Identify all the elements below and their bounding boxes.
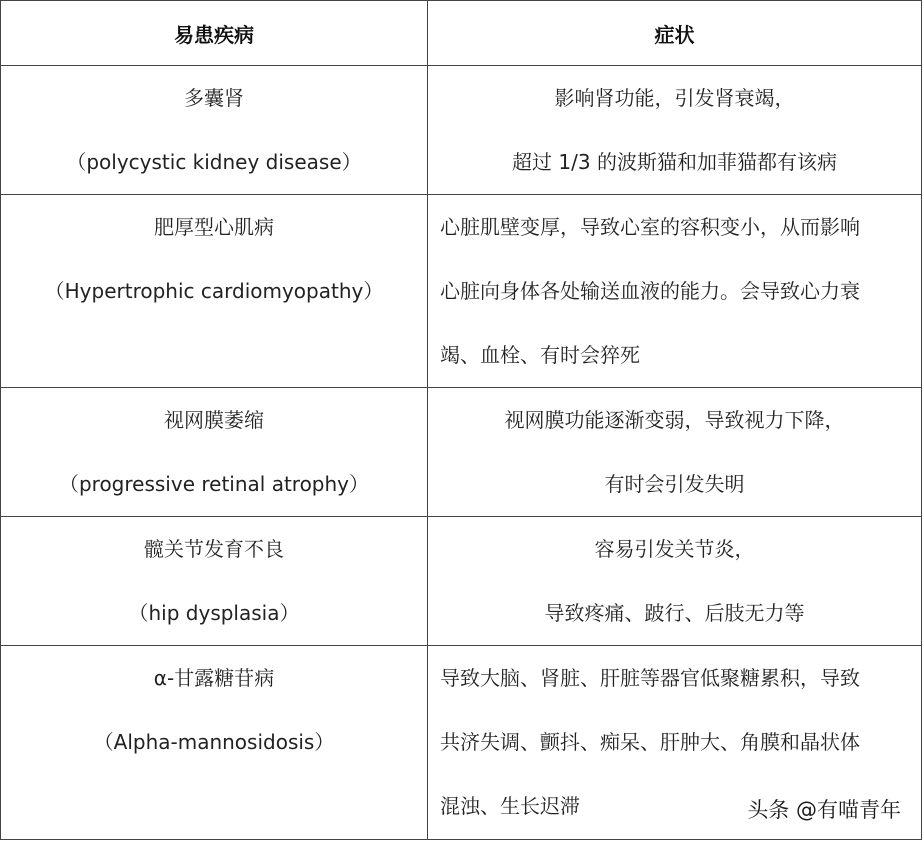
watermark: 头条 @有喵青年 bbox=[747, 798, 901, 822]
symptom-line: 共济失调、颤抖、痴呆、肝肿大、角膜和晶状体 bbox=[440, 730, 860, 754]
table-row bbox=[1, 195, 922, 388]
disease-cell bbox=[1, 388, 428, 517]
disease-cell bbox=[1, 66, 428, 195]
disease-name-cn: 视网膜萎缩 bbox=[164, 408, 264, 432]
disease-name-en: （progressive retinal atrophy） bbox=[58, 472, 370, 496]
symptom-line: 有时会引发失明 bbox=[604, 472, 745, 496]
symptom-line: 心脏肌壁变厚，导致心室的容积变小，从而影响 bbox=[440, 215, 860, 239]
symptom-cell bbox=[428, 66, 922, 195]
disease-name-cn: α-甘露糖苷病 bbox=[153, 666, 275, 690]
symptom-line: 心脏向身体各处输送血液的能力。会导致心力衰 bbox=[440, 279, 860, 303]
table-row bbox=[1, 66, 922, 195]
disease-cell bbox=[1, 517, 428, 646]
symptom-line: 导致大脑、肾脏、肝脏等器官低聚糖累积，导致 bbox=[440, 666, 860, 690]
symptom-line: 导致疼痛、跛行、后肢无力等 bbox=[544, 601, 805, 625]
header-symptom: 症状 bbox=[428, 1, 922, 66]
header-disease: 易患疾病 bbox=[1, 1, 428, 66]
symptom-line: 混浊、生长迟滞 bbox=[440, 794, 580, 818]
disease-name-en: （polycystic kidney disease） bbox=[66, 150, 362, 174]
symptom-cell bbox=[428, 388, 922, 517]
symptom-cell bbox=[428, 517, 922, 646]
symptom-cell bbox=[428, 195, 922, 388]
symptom-line: 容易引发关节炎， bbox=[594, 537, 755, 561]
disease-name-en: （hip dysplasia） bbox=[128, 601, 300, 625]
symptom-line: 影响肾功能，引发肾衰竭， bbox=[554, 86, 795, 110]
symptom-line: 超过 1/3 的波斯猫和加菲猫都有该病 bbox=[512, 150, 837, 174]
disease-name-cn: 多囊肾 bbox=[184, 86, 244, 110]
symptom-line: 竭、血栓、有时会猝死 bbox=[440, 343, 640, 367]
disease-cell bbox=[1, 195, 428, 388]
table-row bbox=[1, 388, 922, 517]
disease-cell bbox=[1, 646, 428, 840]
disease-name-cn: 肥厚型心肌病 bbox=[154, 215, 274, 239]
symptom-line: 视网膜功能逐渐变弱，导致视力下降， bbox=[504, 408, 845, 432]
table-row bbox=[1, 517, 922, 646]
disease-name-cn: 髋关节发育不良 bbox=[144, 537, 284, 561]
disease-name-en: （Hypertrophic cardiomyopathy） bbox=[44, 279, 384, 303]
table-header-row bbox=[1, 1, 922, 66]
disease-name-en: （Alpha-mannosidosis） bbox=[93, 730, 335, 754]
